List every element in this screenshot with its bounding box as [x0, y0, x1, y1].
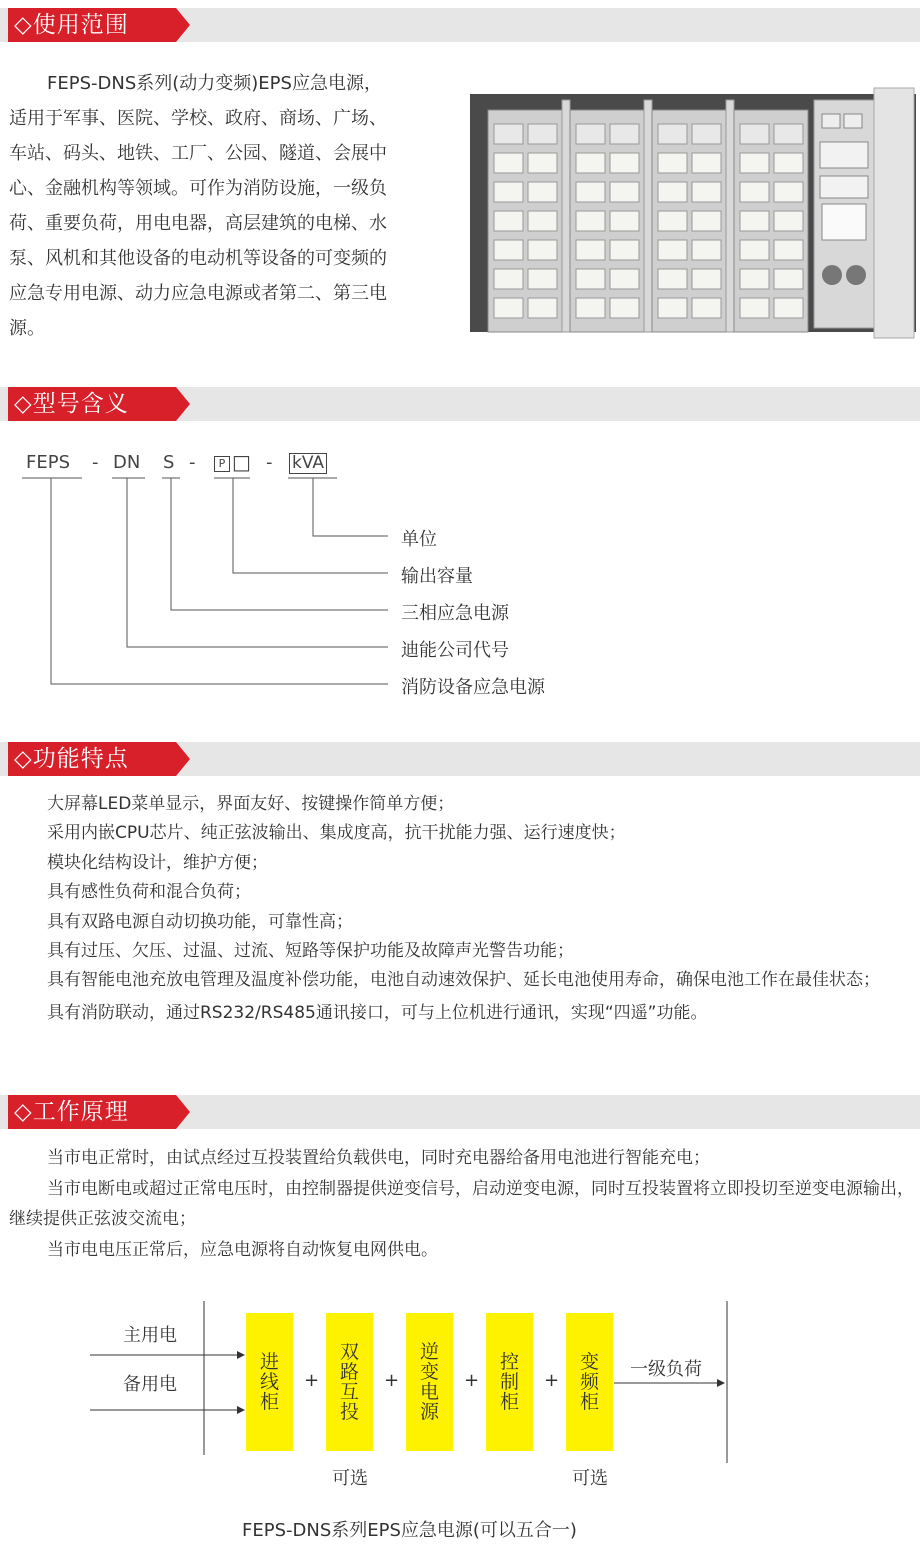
- section-title: ◇功能特点: [14, 746, 129, 772]
- flow-lines: [0, 1295, 760, 1475]
- battery-block: [658, 240, 687, 260]
- battery-block: [774, 211, 803, 231]
- battery-block: [528, 269, 557, 289]
- model-code-box: □: [232, 450, 251, 474]
- list-item: 采用内嵌CPU芯片、纯正弦波输出、集成度高，抗干扰能力强、运行速度快；: [47, 823, 626, 844]
- features-list: [9, 790, 919, 1028]
- cabinet-control: 控制柜: [486, 1313, 533, 1451]
- section-header-features: [0, 742, 920, 776]
- list-item: 具有过压、欠压、过温、过流、短路等保护功能及故障声光警告功能；: [47, 941, 574, 962]
- battery-block: [494, 240, 523, 260]
- cabinet-vfd: 变频柜: [566, 1313, 613, 1451]
- battery-block: [740, 211, 769, 231]
- eps-cabinet-photo: [470, 80, 916, 342]
- model-code-p-box: P: [214, 456, 230, 472]
- battery-block: [692, 298, 721, 318]
- model-label-capacity: 输出容量: [401, 566, 473, 587]
- principle-list: [9, 1143, 919, 1265]
- battery-block: [528, 240, 557, 260]
- diagram-caption: FEPS-DNS系列EPS应急电源(可以五合一): [242, 1520, 577, 1541]
- list-item: 当市电电压正常后，应急电源将自动恢复电网供电。: [47, 1239, 438, 1260]
- model-code-dash: -: [189, 452, 196, 473]
- model-label-fire-eps: 消防设备应急电源: [401, 677, 545, 698]
- battery-block: [576, 211, 605, 231]
- battery-block: [658, 211, 687, 231]
- cabinet-incoming: 进线柜: [246, 1313, 293, 1451]
- battery-block: [610, 153, 639, 173]
- battery-block: [610, 124, 639, 144]
- section-header-usage: [0, 8, 920, 42]
- cabinet-door: [562, 100, 570, 332]
- battery-block: [494, 153, 523, 173]
- list-item: 具有消防联动，通过RS232/RS485通讯接口，可与上位机进行通讯，实现“四遥”功能。: [47, 1002, 708, 1023]
- battery-block: [740, 269, 769, 289]
- battery-block: [494, 269, 523, 289]
- battery-block: [740, 298, 769, 318]
- section-title: ◇使用范围: [14, 12, 129, 38]
- cabinet-dual-switch: 双路互投: [326, 1313, 373, 1451]
- battery-block: [740, 182, 769, 202]
- cabinet-door: [726, 100, 734, 332]
- model-code-dash: -: [92, 452, 99, 473]
- battery-block: [610, 298, 639, 318]
- list-item: 模块化结构设计，维护方便；: [47, 852, 268, 873]
- battery-block: [658, 298, 687, 318]
- battery-block: [576, 124, 605, 144]
- list-item: 当市电正常时，由试点经过互投装置给负载供电，同时充电器给备用电池进行智能充电；: [47, 1148, 710, 1168]
- model-code-dn: DN: [113, 452, 141, 473]
- battery-block: [692, 182, 721, 202]
- plus-sign: +: [304, 1370, 320, 1391]
- battery-block: [528, 182, 557, 202]
- battery-block: [494, 182, 523, 202]
- battery-block: [528, 211, 557, 231]
- battery-block: [774, 124, 803, 144]
- battery-block: [658, 269, 687, 289]
- battery-block: [610, 182, 639, 202]
- section-title: ◇工作原理: [14, 1099, 129, 1125]
- battery-block: [692, 153, 721, 173]
- cabinet-inverter: 逆变电源: [406, 1313, 453, 1451]
- battery-block: [658, 153, 687, 173]
- list-item: 大屏幕LED菜单显示，界面友好、按键操作简单方便；: [47, 794, 455, 814]
- model-label-unit: 单位: [401, 529, 437, 550]
- section-title: ◇型号含义: [14, 391, 129, 417]
- battery-block: [774, 269, 803, 289]
- battery-block: [774, 182, 803, 202]
- battery-block: [494, 298, 523, 318]
- usage-paragraph: FEPS-DNS系列(动力变频)EPS应急电源， 适用于军事、医院、学校、政府、商场、广场、 车站、码头、地铁、工厂、公园、隧道、会展中 心、金融机构等领域。可作为消防设施，一级负 荷、重要负荷，用电电器，高层建筑的电梯、水 泵、风机和其他设备的电动机等设备的可变频的 应急专用电源、动力应急电源或者第二、第三电 源。: [9, 73, 387, 339]
- battery-block: [576, 153, 605, 173]
- battery-block: [576, 240, 605, 260]
- model-code-feps: FEPS: [26, 452, 71, 473]
- input-backup-power: 备用电: [123, 1374, 177, 1395]
- battery-block: [576, 182, 605, 202]
- battery-block: [774, 153, 803, 173]
- battery-block: [528, 153, 557, 173]
- output-first-class-load: 一级负荷: [630, 1359, 702, 1380]
- battery-block: [494, 124, 523, 144]
- list-item: 具有双路电源自动切换功能，可靠性高；: [47, 911, 353, 932]
- list-item: 具有感性负荷和混合负荷；: [47, 882, 251, 903]
- battery-block: [494, 211, 523, 231]
- battery-block: [658, 124, 687, 144]
- model-code-dash: -: [266, 452, 273, 473]
- battery-block: [740, 153, 769, 173]
- battery-block: [528, 124, 557, 144]
- model-label-three-phase: 三相应急电源: [401, 603, 509, 624]
- battery-block: [658, 182, 687, 202]
- input-main-power: 主用电: [123, 1325, 177, 1346]
- battery-block: [576, 269, 605, 289]
- cabinet-door: [644, 100, 652, 332]
- battery-block: [692, 240, 721, 260]
- battery-block: [610, 269, 639, 289]
- battery-block: [774, 298, 803, 318]
- battery-block: [610, 240, 639, 260]
- model-code-s: S: [163, 452, 175, 473]
- optional-label: 可选: [332, 1468, 368, 1489]
- battery-block: [528, 298, 557, 318]
- section-header-model: [0, 387, 920, 421]
- battery-block: [774, 240, 803, 260]
- plus-sign: +: [384, 1370, 400, 1391]
- battery-block: [692, 269, 721, 289]
- optional-label: 可选: [572, 1468, 608, 1489]
- battery-block: [740, 124, 769, 144]
- battery-block: [692, 124, 721, 144]
- model-code-kva: kVA: [289, 453, 327, 474]
- battery-block: [692, 211, 721, 231]
- plus-sign: +: [464, 1370, 480, 1391]
- battery-block: [740, 240, 769, 260]
- battery-block: [610, 211, 639, 231]
- list-item: 当市电断电或超过正常电压时，由控制器提供逆变信号，启动逆变电源，同时互投装置将立即投切至逆变电源输出，继续提供正弦波交流电；: [9, 1178, 914, 1229]
- section-header-principle: [0, 1095, 920, 1129]
- list-item: 具有智能电池充放电管理及温度补偿功能，电池自动速效保护、延长电池使用寿命，确保电池工作在最佳状态；: [47, 970, 880, 991]
- model-label-company-code: 迪能公司代号: [401, 640, 509, 661]
- plus-sign: +: [544, 1370, 560, 1391]
- model-connector-lines: [0, 470, 420, 700]
- battery-block: [576, 298, 605, 318]
